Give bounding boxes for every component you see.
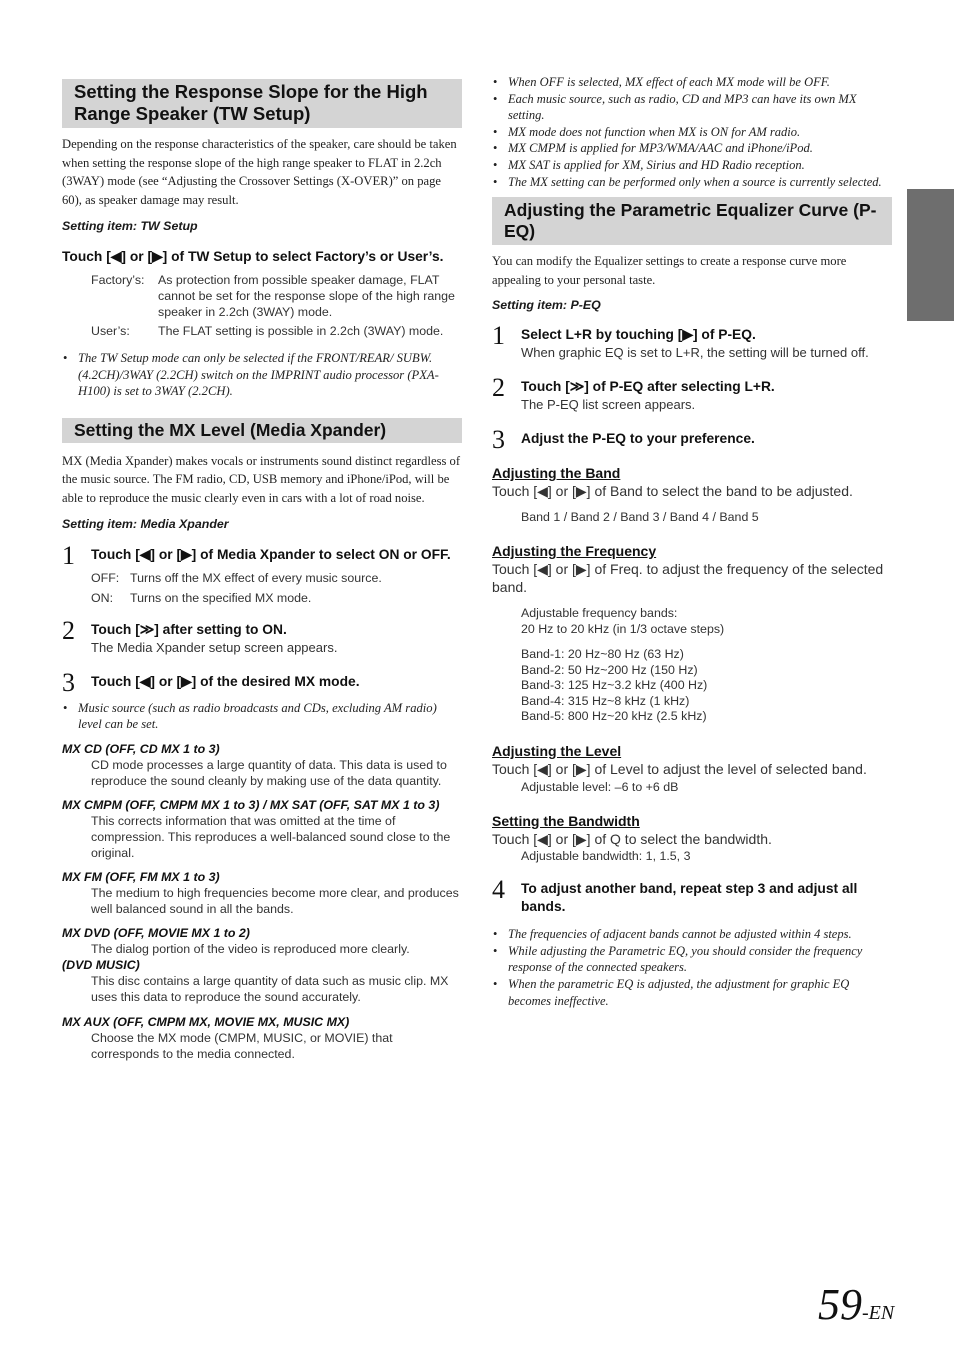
page-number-value: 59 <box>818 1280 862 1329</box>
mx-note: • MX SAT is applied for XM, Sirius and HD Radio reception. <box>492 157 892 174</box>
peq-freq-head: Adjusting the Frequency <box>492 543 657 560</box>
step-number: 2 <box>62 615 75 645</box>
page-number <box>818 1280 894 1330</box>
mx-step-2-sub: The Media Xpander setup screen appears. <box>91 639 338 655</box>
peq-step-3-text: Adjust the P-EQ to your preference. <box>521 431 755 447</box>
step-number: 1 <box>492 321 505 351</box>
mx-mode-text: The medium to high frequencies become more clear, and produces well balanced sound in all the bands. <box>91 885 459 916</box>
mx-step-notes <box>62 700 462 733</box>
mx-option-value: Turns off the MX effect of every music source. <box>130 570 382 585</box>
mx-step-note: • Music source (such as radio broadcasts and CDs, excluding AM radio) level can be set. <box>62 700 462 733</box>
peq-setting-item-label: Setting item: P-EQ <box>492 298 601 313</box>
step-number: 3 <box>62 667 75 697</box>
peq-freq-bands-range: 20 Hz to 20 kHz (in 1/3 octave steps) <box>521 621 725 636</box>
mx-mode-text: CD mode processes a large quantity of data. This data is used to reproduce the sound cleanly by making use of the data quantity. <box>91 757 447 788</box>
mx-option-off <box>91 570 462 586</box>
peq-level-text: Touch [◀] or [▶] of Level to adjust the level of selected band. <box>492 760 867 777</box>
tw-option-factory <box>91 272 462 320</box>
peq-step-1-sub: When graphic EQ is set to L+R, the setting will be turned off. <box>521 345 869 361</box>
mx-mode-head: (DVD MUSIC) <box>62 957 140 972</box>
mx-intro: MX (Media Xpander) makes vocals or instruments sound distinct regardless of the music source. The FM radio, CD, USB memory and iPhone/iPod, will be able to reproduce the music clearly even in cars with a lot of road noise. <box>62 453 461 506</box>
mx-step-3-text: Touch [◀] or [▶] of the desired MX mode. <box>91 673 360 689</box>
tw-option-value: As protection from possible speaker damage, FLAT cannot be set for the response slope of the high range speaker in 2.2ch (3WAY) mode. <box>158 273 455 320</box>
peq-freq-band: Band-3: 125 Hz~3.2 kHz (400 Hz) <box>521 678 708 693</box>
step-number: 1 <box>62 540 75 570</box>
tw-option-user <box>91 323 462 339</box>
page-number-suffix: -EN <box>862 1302 895 1324</box>
mx-heading: Setting the MX Level (Media Xpander) <box>62 418 462 443</box>
peq-step-4 <box>492 874 892 916</box>
tw-options <box>62 272 462 339</box>
peq-freq-band-list <box>521 647 892 725</box>
step-number: 4 <box>492 874 505 904</box>
peq-note: • When the parametric EQ is adjusted, the adjustment for graphic EQ becomes ineffective. <box>492 976 892 1010</box>
mx-step-1-text: Touch [◀] or [▶] of Media Xpander to select ON or OFF. <box>91 546 451 562</box>
mx-note: • MX CMPM is applied for MP3/WMA/AAC and iPhone/iPod. <box>492 140 892 157</box>
peq-level-head: Adjusting the Level <box>492 742 622 759</box>
mx-step-3 <box>62 667 462 697</box>
peq-step-1 <box>492 321 892 362</box>
mx-modes <box>62 741 462 1062</box>
mx-note: • When OFF is selected, MX effect of each MX mode will be OFF. <box>492 74 892 91</box>
mx-mode-head: MX AUX (OFF, CMPM MX, MOVIE MX, MUSIC MX) <box>62 1014 350 1029</box>
tw-notes <box>62 350 462 400</box>
step-number: 3 <box>492 425 505 455</box>
peq-step-4-text: To adjust another band, repeat step 3 and adjust all bands. <box>521 880 858 914</box>
peq-step-1-text: Select L+R by touching [▶] of P-EQ. <box>521 327 756 343</box>
mx-option-on <box>91 590 462 606</box>
peq-band-text: Touch [◀] or [▶] of Band to select the band to be adjusted. <box>492 483 853 500</box>
peq-level-range: Adjustable level: –6 to +6 dB <box>521 779 679 794</box>
peq-freq-band: Band-4: 315 Hz~8 kHz (1 kHz) <box>521 693 690 708</box>
peq-step-2-sub: The P-EQ list screen appears. <box>521 397 696 413</box>
mx-note: • MX mode does not function when MX is ON for AM radio. <box>492 124 892 141</box>
step-number: 2 <box>492 373 505 403</box>
mx-note: • Each music source, such as radio, CD and MP3 can have its own MX setting. <box>492 91 892 124</box>
mx-note: • The MX setting can be performed only when a source is currently selected. <box>492 174 892 191</box>
mx-option-value: Turns on the specified MX mode. <box>130 590 312 605</box>
mx-mode-head: MX FM (OFF, FM MX 1 to 3) <box>62 869 220 884</box>
mx-mode-text: Choose the MX mode (CMPM, MUSIC, or MOVIE) that corresponds to the media connected. <box>91 1030 393 1061</box>
mx-notes <box>492 74 892 190</box>
mx-step-2 <box>62 615 462 657</box>
peq-step-2-text: Touch [≫] of P-EQ after selecting L+R. <box>521 379 775 395</box>
tw-option-key: User’s: <box>91 324 130 339</box>
peq-note: • The frequencies of adjacent bands cannot be adjusted within 4 steps. <box>492 926 892 943</box>
peq-band-values: Band 1 / Band 2 / Band 3 / Band 4 / Band 5 <box>521 510 759 525</box>
mx-mode-head: MX DVD (OFF, MOVIE MX 1 to 2) <box>62 925 250 940</box>
peq-freq-bands <box>492 606 892 725</box>
tw-instruction: Touch [◀] or [▶] of TW Setup to select Factory’s or User’s. <box>62 249 444 265</box>
mx-step-2-text: Touch [≫] after setting to ON. <box>91 621 287 637</box>
peq-freq-band: Band-5: 800 Hz~20 kHz (2.5 kHz) <box>521 709 707 724</box>
peq-freq-bands-label: Adjustable frequency bands: <box>521 606 678 621</box>
peq-intro: You can modify the Equalizer settings to create a response curve more appealing to your personal taste. <box>492 254 847 287</box>
tw-setup-heading: Setting the Response Slope for the High Range Speaker (TW Setup) <box>62 79 462 128</box>
mx-mode-head: MX CMPM (OFF, CMPM MX 1 to 3) / MX SAT (OFF, SAT MX 1 to 3) <box>62 797 440 812</box>
tw-note: • The TW Setup mode can only be selected if the FRONT/REAR/ SUBW. (4.2CH)/3WAY (2.2CH) switch on the IMPRINT audio processor (PXA-H100) is set to 3WAY (2.2CH). <box>62 350 462 400</box>
peq-freq-text: Touch [◀] or [▶] of Freq. to adjust the frequency of the selected band. <box>492 561 884 596</box>
peq-heading: Adjusting the Parametric Equalizer Curve (P-EQ) <box>492 197 892 245</box>
tw-setting-item-label: Setting item: TW Setup <box>62 219 198 234</box>
mx-setting-item-label: Setting item: Media Xpander <box>62 516 229 531</box>
peq-freq-band: Band-2: 50 Hz~200 Hz (150 Hz) <box>521 662 698 677</box>
mx-mode-text: This disc contains a large quantity of data such as music clip. MX uses this data to reproduce the sound accurately. <box>91 973 449 1004</box>
left-column <box>62 74 462 1062</box>
tw-setup-intro: Depending on the response characteristics of the speaker, care should be taken when setting the response slope of the high range speaker to FLAT in 2.2ch (3WAY) mode (see “Adjusting the Crossover Settings (X-OVER)” on page 60), as speaker damage may result. <box>62 137 457 207</box>
peq-notes <box>492 926 892 1010</box>
mx-mode-text: The dialog portion of the video is reproduced more clearly. <box>91 941 410 956</box>
mx-option-key: ON: <box>91 590 114 605</box>
mx-mode-head: MX CD (OFF, CD MX 1 to 3) <box>62 741 220 756</box>
mx-mode-text: This corrects information that was omitted at the time of compression. This reproduces a well-balanced sound close to the original. <box>91 813 451 860</box>
peq-band-head: Adjusting the Band <box>492 465 621 482</box>
peq-bandwidth-range: Adjustable bandwidth: 1, 1.5, 3 <box>521 848 691 863</box>
right-column <box>492 74 892 1010</box>
peq-bandwidth-head: Setting the Bandwidth <box>492 812 640 829</box>
peq-step-3 <box>492 425 892 455</box>
peq-note: • While adjusting the Parametric EQ, you should consider the frequency response of the connected speakers. <box>492 943 892 977</box>
peq-freq-band: Band-1: 20 Hz~80 Hz (63 Hz) <box>521 647 684 662</box>
tw-option-key: Factory’s: <box>91 273 145 288</box>
mx-option-key: OFF: <box>91 570 120 585</box>
section-edge-tab <box>907 189 954 321</box>
tw-option-value: The FLAT setting is possible in 2.2ch (3WAY) mode. <box>158 324 444 339</box>
peq-step-2 <box>492 373 892 414</box>
mx-step-1 <box>62 540 462 606</box>
mx-step-1-options <box>91 570 462 606</box>
peq-bandwidth-text: Touch [◀] or [▶] of Q to select the bandwidth. <box>492 830 772 847</box>
